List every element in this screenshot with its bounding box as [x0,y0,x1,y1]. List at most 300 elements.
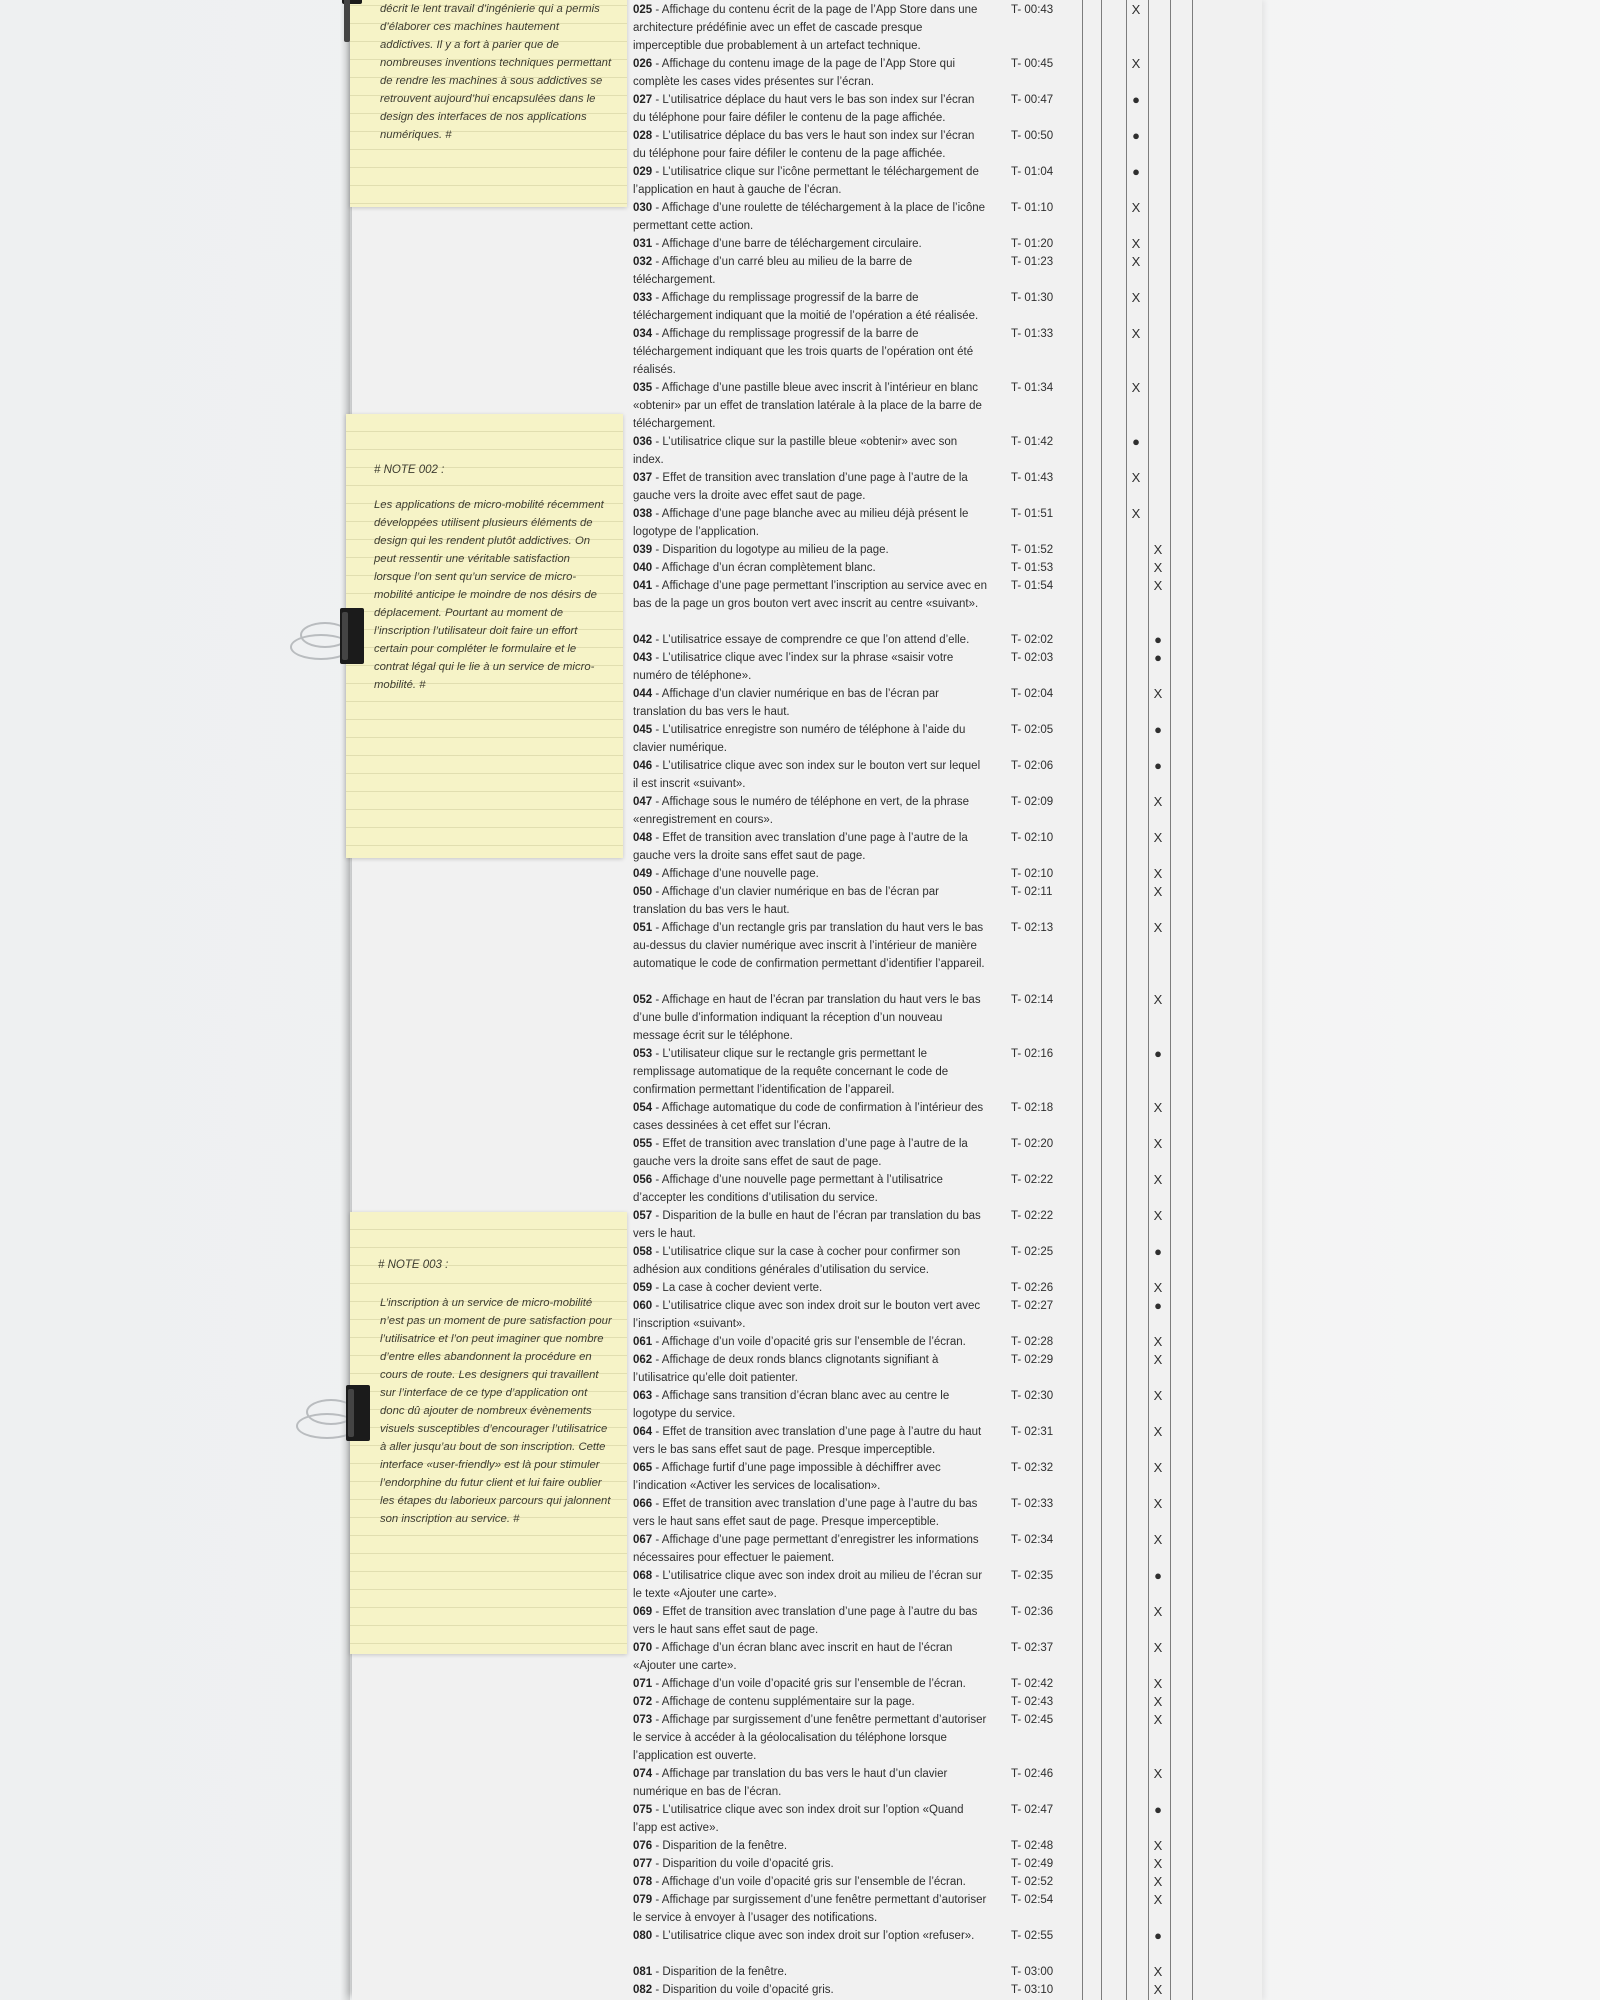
log-entry-description: Affichage d’un voile d’opacité gris sur l’ensemble de l’écran. [661,1336,966,1348]
log-entry-timestamp: T- 02:09 [1011,796,1054,808]
separator: - [652,1840,663,1852]
log-entry-number: 059 [633,1282,653,1294]
log-entry-timestamp: T- 01:20 [1011,238,1054,250]
note-body: L’inscription à un service de micro-mobilité n’est pas un moment de pure satisfaction pour l’utilisatrice et l’on peut imaginer que nombre d’entre elles abandonnent la procédure en cours de route. Les designers qui travaillent sur l’interface de ce type d’application ont donc dû ajouter de nombreux évènements visuels susceptibles d’encourager l’utilisatrice à aller jusqu’au bout de son inscription. Cette interface «user-friendly» est là pour stimuler l’endorphine du futur client et lui faire oublier les étapes du laborieux parcours qui jalonnent son inscription au service. # [380,1297,612,1525]
log-entry-text [633,1963,988,1981]
log-entry-description: Affichage d’un voile d’opacité gris sur l’ensemble de l’écran. [661,1678,966,1690]
action-mark-dot: ● [1154,1298,1162,1313]
separator: - [652,1984,663,1996]
event-mark-x: X [1131,236,1141,251]
separator: - [652,1876,662,1888]
log-entry-number: 075 [633,1804,653,1816]
log-entry-text [633,1351,988,1387]
separator: - [652,130,663,142]
separator: - [652,1048,663,1060]
log-entry-text [633,829,988,865]
log-entry-text [633,1567,988,1603]
separator: - [652,1678,662,1690]
log-entry-timestamp: T- 01:42 [1011,436,1054,448]
note-title: # NOTE 003 : [378,1259,449,1271]
log-entry-number: 046 [633,760,653,772]
log-entry-description: Effet de transition avec translation d’une page à l’autre de la gauche vers la droite sans effet de saut de page. [633,1138,968,1168]
log-entry-number: 041 [633,580,653,592]
log-entry-timestamp: T- 02:48 [1011,1840,1054,1852]
log-entry-number: 032 [633,256,653,268]
event-mark-x: X [1153,1172,1163,1187]
log-entry-timestamp: T- 02:29 [1011,1354,1054,1366]
log-entry-text [633,1495,988,1531]
log-entry-timestamp: T- 02:49 [1011,1858,1054,1870]
separator: - [652,760,663,772]
event-mark-x: X [1153,884,1163,899]
strip-shadow [340,0,350,2000]
log-entry-number: 052 [633,994,653,1006]
separator: - [652,508,662,520]
separator: - [652,1804,663,1816]
log-entry-text [633,127,988,163]
log-entry-timestamp: T- 02:31 [1011,1426,1054,1438]
log-entry-timestamp: T- 02:06 [1011,760,1054,772]
note-body: Les applications de micro-mobilité récemment développées utilisent plusieurs éléments de design qui les rendent plutôt addictives. On peut ressentir une véritable satisfaction lorsque l’on sent qu’un service de micro-mobilité anticipe le moindre de nos désirs de déplacement. Pourtant au moment de l’inscription l’utilisateur doit faire un effort certain pour compléter le formulaire et le contrat légal qui le lie à un service de micro-mobilité. # [374,499,604,691]
log-entry-number: 033 [633,292,653,304]
log-entry-number: 081 [633,1966,653,1978]
separator: - [652,1282,663,1294]
log-entry-text [633,1297,988,1333]
log-entry-description: L’utilisatrice clique avec son index sur le bouton vert sur lequel il est inscrit «suivant». [633,760,981,790]
event-mark-x: X [1153,1532,1163,1547]
log-entry-text [633,1,988,55]
action-mark-dot: ● [1132,434,1140,449]
log-entry-number: 064 [633,1426,653,1438]
log-entry-description: L’utilisatrice clique avec son index droit sur le bouton vert avec l’inscription «suivant». [633,1300,981,1330]
event-mark-x: X [1153,1676,1163,1691]
log-entry-text [633,1045,988,1099]
log-entry-description: Affichage par translation du bas vers le haut d’un clavier numérique en bas de l’écran. [633,1768,948,1798]
separator: - [652,634,663,646]
event-mark-x: X [1153,1838,1163,1853]
separator: - [652,1102,662,1114]
log-entry-text [633,1927,988,1945]
log-entry-description: Affichage furtif d’une page impossible à déchiffrer avec l’indication «Activer les services de localisation». [633,1462,941,1492]
separator: - [652,922,662,934]
log-entry-number: 058 [633,1246,653,1258]
log-entry-description: Affichage d’un clavier numérique en bas de l’écran par translation du bas vers le haut. [633,688,940,718]
event-mark-x: X [1131,56,1141,71]
log-entry-number: 045 [633,724,653,736]
log-entry-timestamp: T- 01:51 [1011,508,1054,520]
log-entry-timestamp: T- 02:14 [1011,994,1054,1006]
separator: - [652,796,662,808]
log-entry-number: 079 [633,1894,653,1906]
log-entry-description: L’utilisatrice clique sur la case à cocher pour confirmer son adhésion aux conditions générales d’utilisation du service. [633,1246,961,1276]
log-entry-timestamp: T- 00:45 [1011,58,1054,70]
log-entry-timestamp: T- 01:10 [1011,202,1054,214]
action-mark-dot: ● [1154,758,1162,773]
log-entry-number: 039 [633,544,653,556]
log-entry-number: 071 [633,1678,653,1690]
binder-clip [336,1385,376,1445]
log-entry-text [633,1531,988,1567]
separator: - [652,1210,663,1222]
log-entry-description: Disparition de la bulle en haut de l’écran par translation du bas vers le haut. [633,1210,981,1240]
log-entry-timestamp: T- 01:23 [1011,256,1054,268]
log-entry-number: 027 [633,94,653,106]
log-entry-description: Affichage d’un écran complètement blanc. [661,562,876,574]
event-mark-x: X [1153,686,1163,701]
separator: - [652,1930,663,1942]
log-entry-timestamp: T- 01:30 [1011,292,1054,304]
log-entry-timestamp: T- 02:22 [1011,1174,1054,1186]
log-entry-number: 050 [633,886,653,898]
log-entry-timestamp: T- 02:04 [1011,688,1054,700]
log-entry-number: 055 [633,1138,653,1150]
log-entry-number: 044 [633,688,653,700]
log-entry-number: 040 [633,562,653,574]
log-entry-description: Affichage d’un écran blanc avec inscrit en haut de l’écran «Ajouter une carte». [633,1642,953,1672]
log-entry-timestamp: T- 02:10 [1011,868,1054,880]
event-mark-x: X [1153,1208,1163,1223]
event-mark-x: X [1153,1964,1163,1979]
separator: - [652,94,663,106]
log-entry-timestamp: T- 02:43 [1011,1696,1054,1708]
action-mark-dot: ● [1132,128,1140,143]
log-entry-text [633,631,988,649]
log-entry-text [633,1765,988,1801]
log-entry-number: 043 [633,652,653,664]
log-entry-text [633,163,988,199]
log-entry-description: Affichage d’un voile d’opacité gris sur l’ensemble de l’écran. [661,1876,966,1888]
log-entry-number: 054 [633,1102,653,1114]
log-entry-timestamp: T- 02:18 [1011,1102,1054,1114]
log-entry-number: 072 [633,1696,653,1708]
log-entry-number: 076 [633,1840,653,1852]
event-mark-x: X [1153,830,1163,845]
column-rule [1126,0,1127,2000]
separator: - [652,544,663,556]
log-entry-text [633,541,988,559]
event-mark-x: X [1153,578,1163,593]
log-entry-text [633,721,988,757]
log-entry-description: Affichage d’un clavier numérique en bas de l’écran par translation du bas vers le haut. [633,886,940,916]
event-mark-x: X [1153,992,1163,1007]
log-entry-number: 028 [633,130,653,142]
action-mark-dot: ● [1154,1568,1162,1583]
log-entry-number: 078 [633,1876,653,1888]
log-entry-number: 031 [633,238,653,250]
action-mark-dot: ● [1154,632,1162,647]
log-entry-timestamp: T- 01:34 [1011,382,1054,394]
log-entry-text [633,1603,988,1639]
log-entry-description: Affichage du contenu image de la page de l’App Store qui complète les cases vides présentes sur l’écran. [633,58,956,88]
log-entry-description: L’utilisateur clique sur le rectangle gris permettant le remplissage automatique de la requête concernant le code de confirmation permettant l’identification de l’appareil. [633,1048,949,1096]
log-entry-timestamp: T- 00:43 [1011,4,1054,16]
log-entry-number: 065 [633,1462,653,1474]
action-mark-dot: ● [1154,722,1162,737]
separator: - [652,238,662,250]
separator: - [652,1426,663,1438]
log-entry-timestamp: T- 03:00 [1011,1966,1054,1978]
log-entry-description: Affichage d’une page blanche avec au milieu déjà présent le logotype de l’application. [633,508,969,538]
separator: - [652,166,663,178]
log-entry-number: 070 [633,1642,653,1654]
column-rule [1170,0,1171,2000]
log-entry-description: Affichage d’une barre de téléchargement circulaire. [661,238,922,250]
log-entry-number: 048 [633,832,653,844]
log-entry-timestamp: T- 02:30 [1011,1390,1054,1402]
log-entry-number: 049 [633,868,653,880]
log-entry-description: La case à cocher devient verte. [662,1282,823,1294]
event-mark-x: X [1131,380,1141,395]
log-entry-description: L’utilisatrice clique sur la pastille bleue «obtenir» avec son index. [633,436,958,466]
log-entry-text [633,1099,988,1135]
log-entry-description: L’utilisatrice essaye de comprendre ce que l’on attend d’elle. [662,634,970,646]
event-mark-x: X [1153,1100,1163,1115]
log-entry-timestamp: T- 02:11 [1011,886,1053,898]
log-entry-description: Affichage d’une pastille bleue avec inscrit à l’intérieur en blanc «obtenir» par un effet de translation latérale à la place de la barre de téléchargement. [633,382,982,430]
separator: - [652,1336,662,1348]
column-rule [1101,0,1102,2000]
log-entry-number: 069 [633,1606,653,1618]
log-entry-description: L’utilisatrice clique avec son index droit sur l’option «refuser». [662,1930,975,1942]
log-entry-text [633,883,988,919]
log-entry-timestamp: T- 02:25 [1011,1246,1054,1258]
log-entry-timestamp: T- 02:10 [1011,832,1054,844]
log-entry-description: L’utilisatrice clique sur l’icône permettant le téléchargement de l’application en haut à gauche de l’écran. [633,166,979,196]
log-entry-timestamp: T- 02:20 [1011,1138,1054,1150]
event-mark-x: X [1153,1334,1163,1349]
log-entry-description: Affichage automatique du code de confirmation à l’intérieur des cases dessinées à cet effet sur l’écran. [633,1102,984,1132]
log-entry-description: Affichage de deux ronds blancs clignotants signifiant à l’utilisatrice qu’elle doit patienter. [633,1354,939,1384]
event-mark-x: X [1131,254,1141,269]
event-mark-x: X [1153,1892,1163,1907]
log-entry-timestamp: T- 02:36 [1011,1606,1054,1618]
action-mark-dot: ● [1154,1928,1162,1943]
log-entry-description: Affichage par surgissement d’une fenêtre permettant d’autoriser le service à envoyer à l’usager des notifications. [633,1894,987,1924]
log-entry-number: 036 [633,436,653,448]
log-entry-number: 066 [633,1498,653,1510]
separator: - [652,886,662,898]
separator: - [652,382,662,394]
separator: - [652,724,663,736]
log-entry-number: 030 [633,202,653,214]
log-entry-timestamp: T- 03:10 [1011,1984,1054,1996]
event-mark-x: X [1131,470,1141,485]
log-entry-timestamp: T- 00:47 [1011,94,1054,106]
log-entry-description: Affichage d’une nouvelle page permettant à l’utilisatrice d’accepter les conditions d’utilisation du service. [633,1174,943,1204]
separator: - [652,1894,662,1906]
log-entry-timestamp: T- 02:45 [1011,1714,1054,1726]
action-mark-dot: ● [1154,1046,1162,1061]
log-entry-description: Effet de transition avec translation d’une page à l’autre du haut vers le bas sans effet saut de page. Presque imperceptible. [633,1426,982,1456]
log-entry-text [633,235,988,253]
log-entry-text [633,469,988,505]
event-mark-x: X [1153,1388,1163,1403]
separator: - [652,1966,663,1978]
event-mark-x: X [1153,1604,1163,1619]
separator: - [652,1858,663,1870]
separator: - [652,652,663,664]
separator: - [652,4,662,16]
log-entry-description: Affichage d’une page permettant d’enregistrer les informations nécessaires pour effectuer le paiement. [633,1534,979,1564]
log-entry-number: 073 [633,1714,653,1726]
log-entry-number: 029 [633,166,653,178]
event-mark-x: X [1153,1136,1163,1151]
separator: - [652,1300,663,1312]
log-entry-text [633,1981,988,1999]
log-entry-text [633,199,988,235]
log-entry-text [633,1711,988,1765]
event-mark-x: X [1131,506,1141,521]
log-entry-text [633,1333,988,1351]
log-entry-text [633,1243,988,1279]
separator: - [652,832,663,844]
log-entry-description: Effet de transition avec translation d’une page à l’autre du bas vers le haut sans effet saut de page. [633,1606,978,1636]
log-entry-text [633,1801,988,1837]
sticky-note-002 [346,414,623,858]
log-entry-timestamp: T- 02:16 [1011,1048,1054,1060]
log-entry-description: Affichage en haut de l’écran par translation du haut vers le bas d’une bulle d’information indiquant la réception d’un nouveau message écrit sur le téléphone. [633,994,981,1042]
event-mark-x: X [1153,866,1163,881]
log-entry-timestamp: T- 02:33 [1011,1498,1054,1510]
log-entry-description: Effet de transition avec translation d’une page à l’autre de la gauche vers la droite avec effet saut de page. [633,472,968,502]
log-entry-text [633,793,988,829]
log-entry-description: L’utilisatrice enregistre son numéro de téléphone à l’aide du clavier numérique. [633,724,966,754]
log-entry-timestamp: T- 02:37 [1011,1642,1054,1654]
separator: - [652,688,662,700]
log-entry-timestamp: T- 01:43 [1011,472,1054,484]
log-entry-description: L’utilisatrice clique avec son index droit au milieu de l’écran sur le texte «Ajouter une carte». [633,1570,983,1600]
separator: - [652,202,662,214]
log-entry-text [633,991,988,1045]
log-entry-text [633,1459,988,1495]
log-entry-description: Affichage du remplissage progressif de la barre de téléchargement indiquant que la moitié de l’opération a été réalisée. [633,292,979,322]
log-entry-timestamp: T- 02:03 [1011,652,1054,664]
event-mark-x: X [1153,920,1163,935]
event-mark-x: X [1153,794,1163,809]
separator: - [652,1354,662,1366]
log-entry-text [633,1135,988,1171]
log-entry-description: Effet de transition avec translation d’une page à l’autre du bas vers le haut sans effet saut de page. Presque imperceptible. [633,1498,978,1528]
log-entry-text [633,1675,988,1693]
event-mark-x: X [1153,1280,1163,1295]
separator: - [652,1696,662,1708]
log-entry-number: 038 [633,508,653,520]
action-mark-dot: ● [1154,1802,1162,1817]
log-entry-number: 026 [633,58,653,70]
separator: - [652,1534,662,1546]
log-entry-number: 047 [633,796,653,808]
log-entry-description: Disparition de la fenêtre. [662,1966,788,1978]
log-entry-text [633,1693,988,1711]
separator: - [652,1714,662,1726]
log-entry-number: 042 [633,634,653,646]
log-entry-text [633,91,988,127]
separator: - [652,472,663,484]
log-entry-number: 082 [633,1984,653,1996]
log-entry-timestamp: T- 01:52 [1011,544,1054,556]
log-entry-text [633,55,988,91]
log-entry-number: 061 [633,1336,653,1348]
action-mark-dot: ● [1132,92,1140,107]
event-mark-x: X [1153,1766,1163,1781]
separator: - [652,328,662,340]
event-mark-x: X [1131,2,1141,17]
column-rule [1148,0,1149,2000]
separator: - [652,1606,663,1618]
log-entry-text [633,1171,988,1207]
log-entry-number: 063 [633,1390,653,1402]
log-entry-text [633,1837,988,1855]
log-entry-timestamp: T- 00:50 [1011,130,1054,142]
log-entry-description: Effet de transition avec translation d’une page à l’autre de la gauche vers la droite sans effet saut de page. [633,832,968,862]
log-entry-number: 037 [633,472,653,484]
log-entry-text [633,865,988,883]
event-mark-x: X [1153,1712,1163,1727]
separator: - [652,292,662,304]
log-entry-text [633,559,988,577]
log-entry-timestamp: T- 02:52 [1011,1876,1054,1888]
log-entry-timestamp: T- 02:28 [1011,1336,1054,1348]
log-entry-timestamp: T- 02:54 [1011,1894,1054,1906]
log-entry-text [633,757,988,793]
log-entry-description: Disparition du logotype au milieu de la page. [662,544,889,556]
log-entry-number: 034 [633,328,653,340]
log-entry-timestamp: T- 02:47 [1011,1804,1054,1816]
separator: - [652,58,662,70]
log-entry-description: Disparition du voile d’opacité gris. [662,1984,834,1996]
log-entry-number: 080 [633,1930,653,1942]
action-mark-dot: ● [1154,1244,1162,1259]
separator: - [652,868,662,880]
log-entry-number: 035 [633,382,653,394]
log-entry-text [633,685,988,721]
log-entry-description: L’utilisatrice déplace du bas vers le haut son index sur l’écran du téléphone pour faire défiler le contenu de la page affichée. [633,130,975,160]
event-mark-x: X [1153,1694,1163,1709]
separator: - [652,994,662,1006]
log-entry-text [633,577,988,613]
action-mark-dot: ● [1132,164,1140,179]
log-entry-timestamp: T- 01:04 [1011,166,1054,178]
event-mark-x: X [1153,1496,1163,1511]
event-mark-x: X [1153,560,1163,575]
log-entry-number: 077 [633,1858,653,1870]
log-entry-timestamp: T- 02:02 [1011,634,1054,646]
log-entry-text [633,505,988,541]
log-entry-description: Affichage sous le numéro de téléphone en vert, de la phrase «enregistrement en cours». [633,796,970,826]
log-entry-number: 067 [633,1534,653,1546]
log-entry-text [633,1639,988,1675]
separator: - [652,1138,663,1150]
log-entry-description: Disparition de la fenêtre. [662,1840,788,1852]
log-entry-timestamp: T- 02:22 [1011,1210,1054,1222]
log-entry-number: 053 [633,1048,653,1060]
log-entry-timestamp: T- 02:27 [1011,1300,1054,1312]
log-entry-timestamp: T- 02:35 [1011,1570,1054,1582]
log-entry-timestamp: T- 01:54 [1011,580,1054,592]
event-mark-x: X [1153,1352,1163,1367]
log-entry-number: 062 [633,1354,653,1366]
separator: - [652,436,663,448]
sticky-note-001 [350,0,627,207]
separator: - [652,1498,663,1510]
log-entry-text [633,325,988,379]
column-rule [1192,0,1193,2000]
log-entry-number: 057 [633,1210,653,1222]
log-entry-description: L’utilisatrice déplace du haut vers le bas son index sur l’écran du téléphone pour faire défiler le contenu de la page affichée. [633,94,975,124]
log-entry-description: Affichage d’une roulette de téléchargement à la place de l’icône permettant cette action. [633,202,986,232]
log-entry-number: 074 [633,1768,653,1780]
binder-clip [330,0,370,10]
